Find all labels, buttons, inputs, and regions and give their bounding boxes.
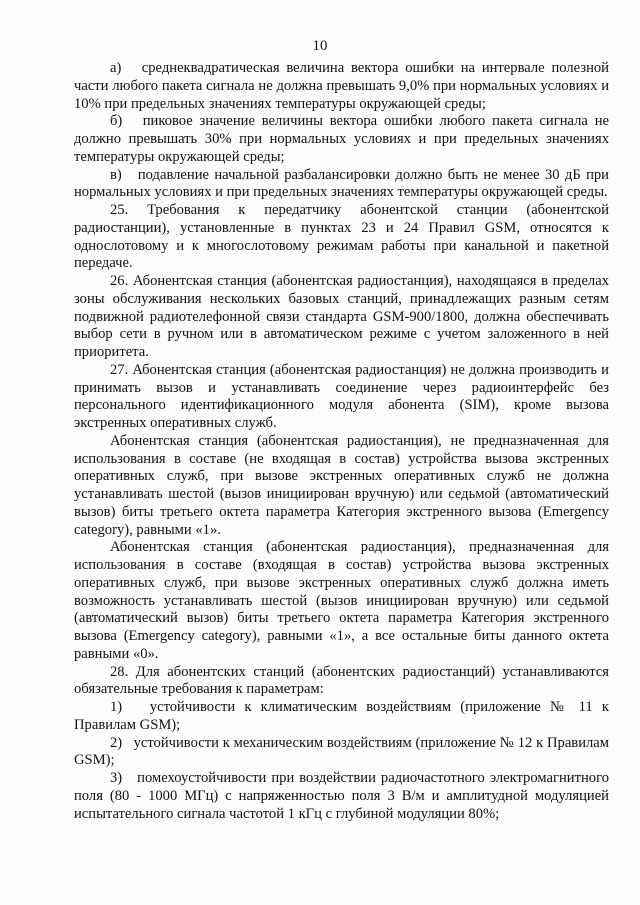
- paragraph-clause-27-non-emergency: Абонентская станция (абонентская радиостанция), не предназначенная для использования в составе (не входящая в состав) устройства вызова экстренных оперативных служб, при вызове экстренных оперативных служб не должна устанавливать шестой (вызов инициирован вручную) или седьмой (автоматический вызов) биты третьего октета параметра Категория экстренного вызова (Emergency category), равными «1».: [74, 432, 609, 538]
- paragraph-item-b: б) пиковое значение величины вектора ошибки любого пакета сигнала не должно превышать 30% при нормальных условиях и при предельных значениях температуры окружающей среды;: [74, 113, 609, 165]
- paragraph-item-1: 1) устойчивости к климатическим воздействиям (приложение № 11 к Правилам GSM);: [74, 699, 609, 733]
- paragraph-clause-27-emergency: Абонентская станция (абонентская радиостанция), предназначенная для использования в составе (входящая в состав) устройства вызова экстренных оперативных служб, при вызове экстренных оперативных служб должна иметь возможность устанавливать шестой (вызов инициирован вручную) или седьмой (автоматический вызов) биты третьего октета параметра Категория экстренного вызова (Emergency category), равными «1», а все остальные биты данного октета равными «0».: [74, 539, 609, 662]
- paragraph-item-a: а) среднеквадратическая величина вектора ошибки на интервале полезной части любого пакета сигнала не должна превышать 9,0% при нормальных условиях и 10% при предельных значениях температуры окружающей среды;: [74, 60, 609, 112]
- paragraph-clause-25: 25. Требования к передатчику абонентской станции (абонентской радиостанции), установленные в пунктах 23 и 24 Правил GSM, относятся к однослотовому и к многослотовому режимам работы при канальной и пакетной передаче.: [74, 202, 609, 272]
- paragraph-item-v: в) подавление начальной разбалансировки должно быть не менее 30 дБ при нормальных условиях и при предельных значениях температуры окружающей среды.: [74, 166, 609, 201]
- paragraph-clause-26: 26. Абонентская станция (абонентская радиостанция), находящаяся в пределах зоны обслуживания нескольких базовых станций, принадлежащих разным сетям подвижной радиотелефонной связи стандарта GSM-900/1800, должна обеспечивать выбор сети в ручном или в автоматическом режиме с учетом заложенного в ней приоритета.: [74, 273, 609, 360]
- page-number: 10: [312, 38, 328, 54]
- paragraph-item-3: 3) помехоустойчивости при воздействии радиочастотного электромагнитного поля (80 - 1000 МГц) с напряженностью поля 3 В/м и амплитудной модуляцией испытательного сигнала частотой 1 кГц с глубиной модуляции 80%;: [74, 770, 609, 822]
- document-body: [74, 60, 609, 823]
- paragraph-clause-28: 28. Для абонентских станций (абонентских радиостанций) устанавливаются обязательные требования к параметрам:: [74, 663, 609, 698]
- paragraph-clause-27: 27. Абонентская станция (абонентская радиостанция) не должна производить и принимать вызов и устанавливать соединение через радиоинтерфейс без персонального идентификационного модуля абонента (SIM), кроме вызова экстренных оперативных служб.: [74, 361, 609, 431]
- paragraph-item-2: 2) устойчивости к механическим воздействиям (приложение № 12 к Правилам GSM);: [74, 734, 609, 769]
